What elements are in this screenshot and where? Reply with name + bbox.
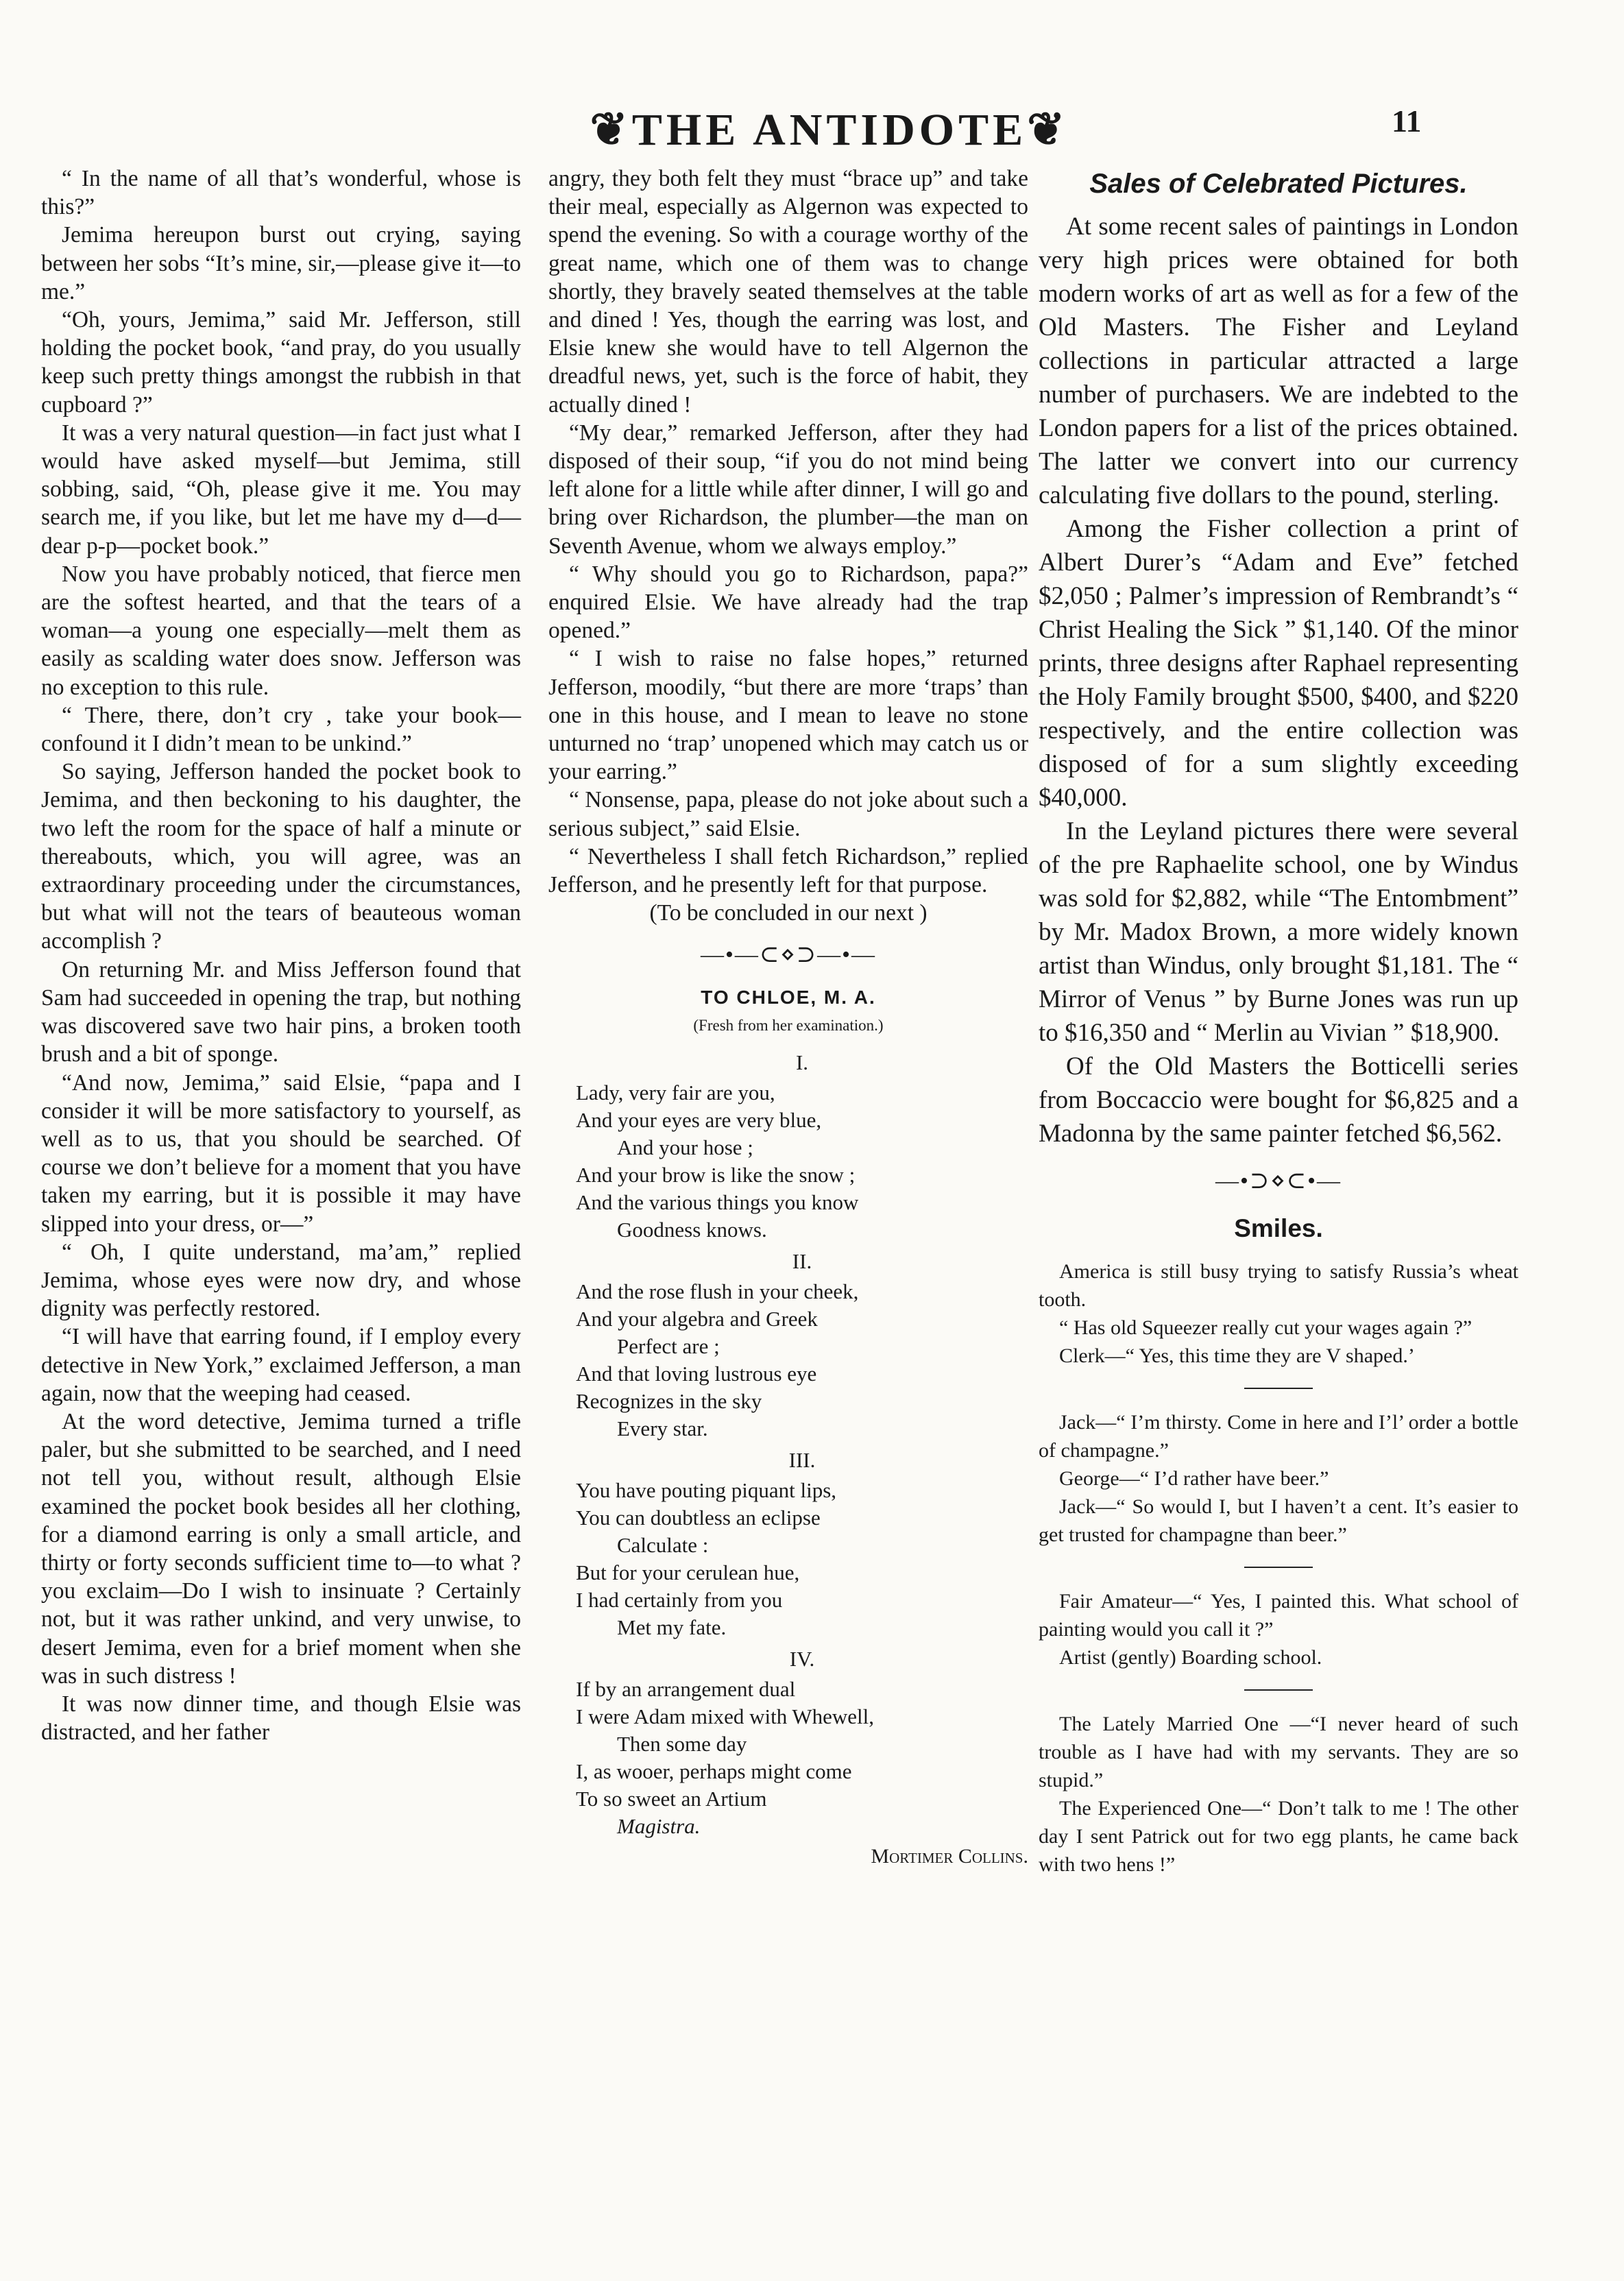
- poem-line: You have pouting piquant lips,: [576, 1478, 837, 1503]
- joke-line: The Lately Married One —“I never heard of such trouble as I have had with my servants. They are so stupid.”: [1039, 1713, 1518, 1791]
- paragraph: “ Nonsense, papa, please do not joke about such a serious subject,” said Elsie.: [548, 787, 1028, 841]
- poem-line: But for your cerulean hue,: [576, 1560, 800, 1585]
- poem-line: To so sweet an Artium: [576, 1787, 767, 1811]
- poem-line: Then some day: [617, 1732, 747, 1757]
- paragraph: Now you have probably noticed, that fierce men are the softest hearted, and that the tears of a woman—a young one especially—melt them as easily as scalding water does snow. Jefferson was no exception to this rule.: [41, 561, 521, 700]
- paragraph: At some recent sales of paintings in London very high prices were obtained for both modern works of art as well as for a few of the Old Masters. The Fisher and Leyland collections in particular attracted a large number of purchasers. We are indebted to the London papers for a list of the prices obtained. The latter we convert into our currency calculating five dollars to the pound, sterling.: [1039, 213, 1518, 509]
- divider-rule: [1244, 1689, 1313, 1691]
- poem-subtitle: (Fresh from her examination.): [693, 1016, 884, 1034]
- poem-line: And the various things you know: [576, 1190, 859, 1215]
- poem-line: And the rose flush in your cheek,: [576, 1279, 859, 1304]
- stanza-numeral: I.: [795, 1050, 809, 1075]
- poem-line: Lady, very fair are you,: [576, 1081, 775, 1105]
- joke-line: Jack—“ I’m thirsty. Come in here and I’l’ order a bottle of champagne.”: [1039, 1411, 1518, 1462]
- poem-line: Calculate :: [617, 1533, 709, 1558]
- joke-line: “ Has old Squeezer really cut your wages again ?”: [1059, 1316, 1472, 1339]
- poem-line: And that loving lustrous eye: [576, 1362, 817, 1386]
- column-right: [1039, 165, 1518, 1879]
- joke-line: Fair Amateur—“ Yes, I painted this. What school of painting would you call it ?”: [1039, 1590, 1518, 1641]
- joke-line: George—“ I’d rather have beer.”: [1059, 1467, 1329, 1490]
- paragraph: “ In the name of all that’s wonderful, whose is this?”: [41, 166, 521, 220]
- to-be-concluded-note: (To be concluded in our next ): [649, 900, 928, 926]
- poem-author: Mortimer Collins.: [871, 1845, 1028, 1868]
- joke-line: America is still busy trying to satisfy Russia’s wheat tooth.: [1039, 1260, 1518, 1311]
- poem-line: And your brow is like the snow ;: [576, 1163, 856, 1187]
- poem-line: I were Adam mixed with Whewell,: [576, 1704, 875, 1729]
- poem-line: Met my fate.: [617, 1615, 727, 1640]
- paragraph: “I will have that earring found, if I employ every detective in New York,” exclaimed Jefferson, a man again, now that the weeping had ceased.: [41, 1324, 521, 1406]
- poem-line: Goodness knows.: [617, 1218, 767, 1242]
- paragraph: Of the Old Masters the Botticelli series from Boccaccio were bought for $6,825 and a Madonna by the same painter fetched $6,562.: [1039, 1052, 1518, 1148]
- paragraph: “ I wish to raise no false hopes,” returned Jefferson, moodily, “but there are more ‘traps’ than one in this house, and I mean to leave no stone unturned no ‘trap’ unopened which may catch us or your earring.”: [548, 646, 1028, 785]
- column-left: [41, 165, 521, 1746]
- paragraph: On returning Mr. and Miss Jefferson found that Sam had succeeded in opening the trap, but nothing was discovered save two hair pins, a broken tooth brush and a bit of sponge.: [41, 956, 521, 1067]
- joke-line: Jack—“ So would I, but I haven’t a cent. It’s easier to get trusted for champagne than beer.”: [1039, 1495, 1518, 1546]
- ornament-divider: —•—⊂⋄⊃—•—: [700, 942, 877, 968]
- poem-line: Magistra.: [617, 1814, 701, 1839]
- ornament-divider: —•⊃⋄⊂•—: [1215, 1168, 1342, 1194]
- joke-line: The Experienced One—“ Don’t talk to me ! The other day I sent Patrick out for two egg plants, he came back with two hens !”: [1039, 1797, 1518, 1876]
- section-heading-smiles: Smiles.: [1234, 1214, 1323, 1242]
- page-number: 11: [1392, 104, 1422, 138]
- poem-line: And your hose ;: [617, 1135, 753, 1160]
- paragraph: Among the Fisher collection a print of Albert Durer’s “Adam and Eve” fetched $2,050 ; Palmer’s impression of Rembrandt’s “ Christ Healing the Sick ” $1,140. Of the minor prints, three designs after Raphael representing the Holy Family brought $500, $400, and $220 respectively, and the entire collection was disposed of for a sum slightly exceeding $40,000.: [1039, 515, 1518, 812]
- paragraph: So saying, Jefferson handed the pocket book to Jemima, and then beckoning to his daughter, the two left the room for the space of half a minute or thereabouts, which, you will agree, was an extraordinary proceeding under the circumstances, but what will not the tears of beauteous woman accomplish ?: [41, 759, 521, 954]
- divider-rule: [1244, 1388, 1313, 1389]
- poem: [548, 1049, 1028, 1870]
- stanza-numeral: III.: [788, 1448, 816, 1473]
- paragraph: It was now dinner time, and though Elsie was distracted, and her father: [41, 1691, 521, 1746]
- poem-line: And your eyes are very blue,: [576, 1108, 822, 1133]
- joke-line: Clerk—“ Yes, this time they are V shaped.’: [1059, 1344, 1415, 1367]
- masthead-title: ❦THE ANTIDOTE❦: [590, 105, 1069, 155]
- divider-rule: [1244, 1567, 1313, 1568]
- smiles-section: [1039, 1257, 1518, 1879]
- paragraph: “ Oh, I quite understand, ma’am,” replied Jemima, whose eyes were now dry, and whose dignity was perfectly restored.: [41, 1239, 521, 1322]
- paragraph: “My dear,” remarked Jefferson, after they had disposed of their soup, “if you do not mind being left alone for a little while after dinner, I will go and bring over Richardson, the plumber—the man on Seventh Avenue, whom we always employ.”: [548, 420, 1028, 559]
- stanza-numeral: IV.: [789, 1647, 815, 1671]
- paragraph: “ There, there, don’t cry , take your book—confound it I didn’t mean to be unkind.”: [41, 702, 521, 757]
- poem-title: TO CHLOE, M. A.: [701, 986, 876, 1008]
- paragraph: “And now, Jemima,” said Elsie, “papa and I consider it will be more satisfactory to yourself, as well as to us, that you should be searched. Of course we don’t believe for a moment that you have taken my earring, but it is possible it may have slipped into your dress, or—”: [41, 1070, 521, 1237]
- poem-line: I had certainly from you: [576, 1588, 783, 1613]
- poem-line: You can doubtless an eclipse: [576, 1506, 821, 1530]
- paragraph: “ Nevertheless I shall fetch Richardson,” replied Jefferson, and he presently left for that purpose.: [548, 843, 1028, 898]
- joke-line: Artist (gently) Boarding school.: [1059, 1646, 1322, 1669]
- poem-line: Perfect are ;: [617, 1334, 720, 1359]
- paragraph: At the word detective, Jemima turned a trifle paler, but she submitted to be searched, and I need not tell you, without result, although Elsie examined the pocket book besides all her clothing, for a diamond earring is only a small article, and thirty or forty seconds sufficient time to—to what ? you exclaim—Do I wish to insinuate ? Certainly not, but it was rather unkind, and very unwise, to desert Jemima, even for a brief moment when she was in such distress !: [41, 1408, 521, 1689]
- poem-line: If by an arrangement dual: [576, 1677, 796, 1702]
- column-middle: [548, 165, 1028, 1870]
- paragraph: In the Leyland pictures there were several of the pre Raphaelite school, one by Windus was sold for $2,882, while “The Entombment” by Mr. Madox Brown, a more widely known artist than Windus, only brought $1,181. The “ Mirror of Venus ” by Burne Jones was run up to $16,350 and “ Merlin au Vivian ” $18,900.: [1039, 817, 1518, 1047]
- poem-line: I, as wooer, perhaps might come: [576, 1759, 852, 1784]
- paragraph: “ Why should you go to Richardson, papa?” enquired Elsie. We have already had the trap opened.”: [548, 561, 1028, 644]
- poem-line: And your algebra and Greek: [576, 1307, 818, 1331]
- paragraph: Jemima hereupon burst out crying, saying between her sobs “It’s mine, sir,—please give it—to me.”: [41, 222, 521, 304]
- paragraph: “Oh, yours, Jemima,” said Mr. Jefferson, still holding the pocket book, “and pray, do you usually keep such pretty things amongst the rubbish in that cupboard ?”: [41, 307, 521, 418]
- stanza-numeral: II.: [792, 1249, 812, 1274]
- poem-line: Every star.: [617, 1416, 708, 1441]
- poem-line: Recognizes in the sky: [576, 1389, 762, 1414]
- paragraph: It was a very natural question—in fact just what I would have asked myself—but Jemima, still sobbing, said, “Oh, please give it me. You may search me, if you like, but let me have my d—d—dear p-p—pocket book.”: [41, 420, 521, 559]
- section-heading-sales: Sales of Celebrated Pictures.: [1089, 169, 1468, 199]
- paragraph: angry, they both felt they must “brace up” and take their meal, especially as Algernon was expected to spend the evening. So with a courage worthy of the great name, which one of them was to change shortly, they bravely seated themselves at the table and dined ! Yes, though the earring was lost, and Elsie knew she would have to tell Algernon the dreadful news, yet, such is the force of habit, they actually dined !: [548, 166, 1028, 418]
